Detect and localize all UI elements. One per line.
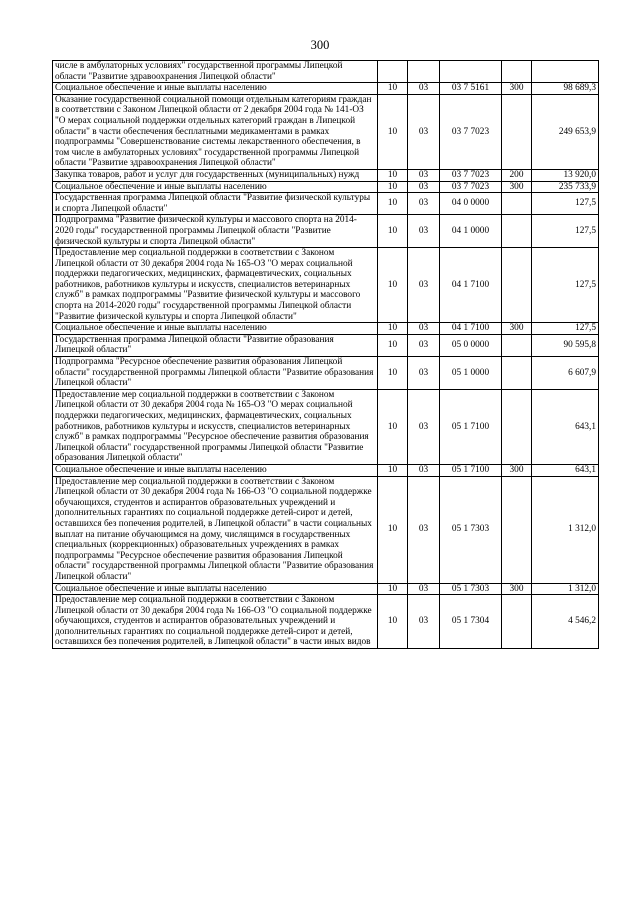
table-row	[53, 464, 599, 476]
row-sum: 1 312,0	[532, 583, 599, 595]
row-expense-type: 300	[502, 83, 532, 95]
row-section: 10	[378, 169, 408, 181]
row-sum: 127,5	[532, 323, 599, 335]
row-section: 10	[378, 357, 408, 390]
row-expense-type: 200	[502, 169, 532, 181]
row-sum: 249 653,9	[532, 94, 599, 169]
row-subsection: 03	[408, 323, 440, 335]
row-target-article: 04 1 7100	[440, 248, 502, 323]
page-number: 300	[310, 38, 330, 52]
row-subsection: 03	[408, 193, 440, 215]
row-target-article: 04 0 0000	[440, 193, 502, 215]
row-name: Оказание государственной социальной помощи отдельным категориям граждан в соответствии с Законом Липецкой области от 2 декабря 2004 года № 141-ОЗ "О мерах социальной поддержки отдельных категорий граждан в Липецкой области" в части обеспечения бесплатными медикаментами в рамках подпрограммы "Совершенствование системы лекарственного обеспечения, в том числе в амбулаторных условиях" государственной программы Липецкой области "Развитие здравоохранения Липецкой области"	[53, 94, 378, 169]
row-sum: 4 546,2	[532, 595, 599, 649]
row-section: 10	[378, 94, 408, 169]
row-expense-type	[502, 215, 532, 248]
row-sum: 127,5	[532, 193, 599, 215]
row-subsection: 03	[408, 334, 440, 356]
row-subsection: 03	[408, 476, 440, 583]
table-row	[53, 334, 599, 356]
row-subsection: 03	[408, 583, 440, 595]
row-target-article: 05 0 0000	[440, 334, 502, 356]
row-expense-type	[502, 357, 532, 390]
row-name: Социальное обеспечение и иные выплаты населению	[53, 181, 378, 193]
table-row	[53, 193, 599, 215]
row-target-article: 05 1 7303	[440, 476, 502, 583]
row-expense-type: 300	[502, 181, 532, 193]
row-name: Государственная программа Липецкой области "Развитие физической культуры и спорта Липецкой области"	[53, 193, 378, 215]
row-name: Предоставление мер социальной поддержки в соответствии с Законом Липецкой области от 30 декабря 2004 года № 166-ОЗ "О социальной поддержке обучающихся, студентов и аспирантов образовательных учреждений и дополнительных гарантиях по социальной поддержке детей-сирот и детей, оставшихся без попечения родителей, в Липецкой области" в части иных видов	[53, 595, 378, 649]
row-subsection: 03	[408, 248, 440, 323]
row-name: Социальное обеспечение и иные выплаты населению	[53, 323, 378, 335]
row-subsection: 03	[408, 83, 440, 95]
row-name: Подпрограмма "Развитие физической культуры и массового спорта на 2014-2020 годы" государственной программы Липецкой области "Развитие физической культуры и спорта Липецкой области"	[53, 215, 378, 248]
row-sum: 1 312,0	[532, 476, 599, 583]
row-sum: 127,5	[532, 215, 599, 248]
row-subsection: 03	[408, 595, 440, 649]
row-section: 10	[378, 389, 408, 464]
row-target-article: 05 1 0000	[440, 357, 502, 390]
row-name: Социальное обеспечение и иные выплаты населению	[53, 83, 378, 95]
row-name: Закупка товаров, работ и услуг для государственных (муниципальных) нужд	[53, 169, 378, 181]
row-target-article: 05 1 7303	[440, 583, 502, 595]
row-section: 10	[378, 248, 408, 323]
row-sum: 13 920,0	[532, 169, 599, 181]
table-row	[53, 357, 599, 390]
row-sum: 90 595,8	[532, 334, 599, 356]
row-section: 10	[378, 476, 408, 583]
row-target-article: 03 7 7023	[440, 94, 502, 169]
row-target-article: 03 7 7023	[440, 181, 502, 193]
table-row	[53, 61, 599, 83]
row-section: 10	[378, 595, 408, 649]
row-section: 10	[378, 464, 408, 476]
row-name: Предоставление мер социальной поддержки в соответствии с Законом Липецкой области от 30 декабря 2004 года № 165-ОЗ "О мерах социальной поддержки педагогических, медицинских, фармацевтических, социальных работников, работников культуры и искусств, специалистов ветеринарных служб" в рамках подпрограммы "Развитие физической культуры и массового спорта на 2014-2020 годы" государственной программы Липецкой области "Развитие физической культуры и спорта Липецкой области"	[53, 248, 378, 323]
row-target-article: 05 1 7304	[440, 595, 502, 649]
table-row	[53, 323, 599, 335]
row-target-article: 04 1 7100	[440, 323, 502, 335]
row-sum: 98 689,3	[532, 83, 599, 95]
table-row	[53, 595, 599, 649]
row-subsection: 03	[408, 389, 440, 464]
row-name: Предоставление мер социальной поддержки в соответствии с Законом Липецкой области от 30 декабря 2004 года № 165-ОЗ "О мерах социальной поддержки педагогических, медицинских, фармацевтических, социальных работников, работников культуры и искусств, специалистов ветеринарных служб" в рамках подпрограммы "Ресурсное обеспечение развития образования Липецкой области" государственной программы Липецкой области "Развитие образования Липецкой области"	[53, 389, 378, 464]
row-target-article: 04 1 0000	[440, 215, 502, 248]
row-expense-type: 300	[502, 583, 532, 595]
row-section: 10	[378, 83, 408, 95]
row-section: 10	[378, 193, 408, 215]
table-row	[53, 169, 599, 181]
row-target-article	[440, 61, 502, 83]
row-sum: 643,1	[532, 464, 599, 476]
row-sum: 6 607,9	[532, 357, 599, 390]
row-section: 10	[378, 334, 408, 356]
row-name: Социальное обеспечение и иные выплаты населению	[53, 583, 378, 595]
table-row	[53, 583, 599, 595]
row-expense-type: 300	[502, 464, 532, 476]
row-expense-type	[502, 389, 532, 464]
row-expense-type	[502, 248, 532, 323]
row-expense-type	[502, 94, 532, 169]
row-expense-type	[502, 595, 532, 649]
budget-table-body	[53, 61, 599, 649]
table-row	[53, 215, 599, 248]
row-sum	[532, 61, 599, 83]
row-section	[378, 61, 408, 83]
row-target-article: 03 7 7023	[440, 169, 502, 181]
row-subsection	[408, 61, 440, 83]
budget-table	[52, 60, 599, 649]
row-sum: 643,1	[532, 389, 599, 464]
row-section: 10	[378, 181, 408, 193]
row-subsection: 03	[408, 464, 440, 476]
row-expense-type	[502, 193, 532, 215]
table-row	[53, 94, 599, 169]
row-subsection: 03	[408, 181, 440, 193]
row-expense-type: 300	[502, 323, 532, 335]
table-row	[53, 476, 599, 583]
table-row	[53, 389, 599, 464]
row-subsection: 03	[408, 215, 440, 248]
row-name: числе в амбулаторных условиях" государственной программы Липецкой области "Развитие здравоохранения Липецкой области"	[53, 61, 378, 83]
row-name: Социальное обеспечение и иные выплаты населению	[53, 464, 378, 476]
table-row	[53, 181, 599, 193]
row-section: 10	[378, 583, 408, 595]
row-subsection: 03	[408, 94, 440, 169]
row-subsection: 03	[408, 357, 440, 390]
row-expense-type	[502, 476, 532, 583]
table-row	[53, 248, 599, 323]
row-target-article: 03 7 5161	[440, 83, 502, 95]
row-name: Предоставление мер социальной поддержки в соответствии с Законом Липецкой области от 30 декабря 2004 года № 166-ОЗ "О социальной поддержке обучающихся, студентов и аспирантов образовательных учреждений и дополнительных гарантиях по социальной поддержке детей-сирот и детей, оставшихся без попечения родителей, в Липецкой области" в части социальных выплат на питание обучающимся на дому, числящимся в государственных специальных (коррекционных) образовательных учреждениях в рамках подпрограммы "Ресурсное обеспечение развития образования Липецкой области" государственной программы Липецкой области "Развитие образования Липецкой области"	[53, 476, 378, 583]
row-sum: 127,5	[532, 248, 599, 323]
row-sum: 235 733,9	[532, 181, 599, 193]
row-target-article: 05 1 7100	[440, 464, 502, 476]
row-section: 10	[378, 323, 408, 335]
row-expense-type	[502, 334, 532, 356]
row-subsection: 03	[408, 169, 440, 181]
row-name: Подпрограмма "Ресурсное обеспечение развития образования Липецкой области" государственной программы Липецкой области "Развитие образования Липецкой области"	[53, 357, 378, 390]
table-row	[53, 83, 599, 95]
row-expense-type	[502, 61, 532, 83]
row-target-article: 05 1 7100	[440, 389, 502, 464]
row-name: Государственная программа Липецкой области "Развитие образования Липецкой области"	[53, 334, 378, 356]
row-section: 10	[378, 215, 408, 248]
